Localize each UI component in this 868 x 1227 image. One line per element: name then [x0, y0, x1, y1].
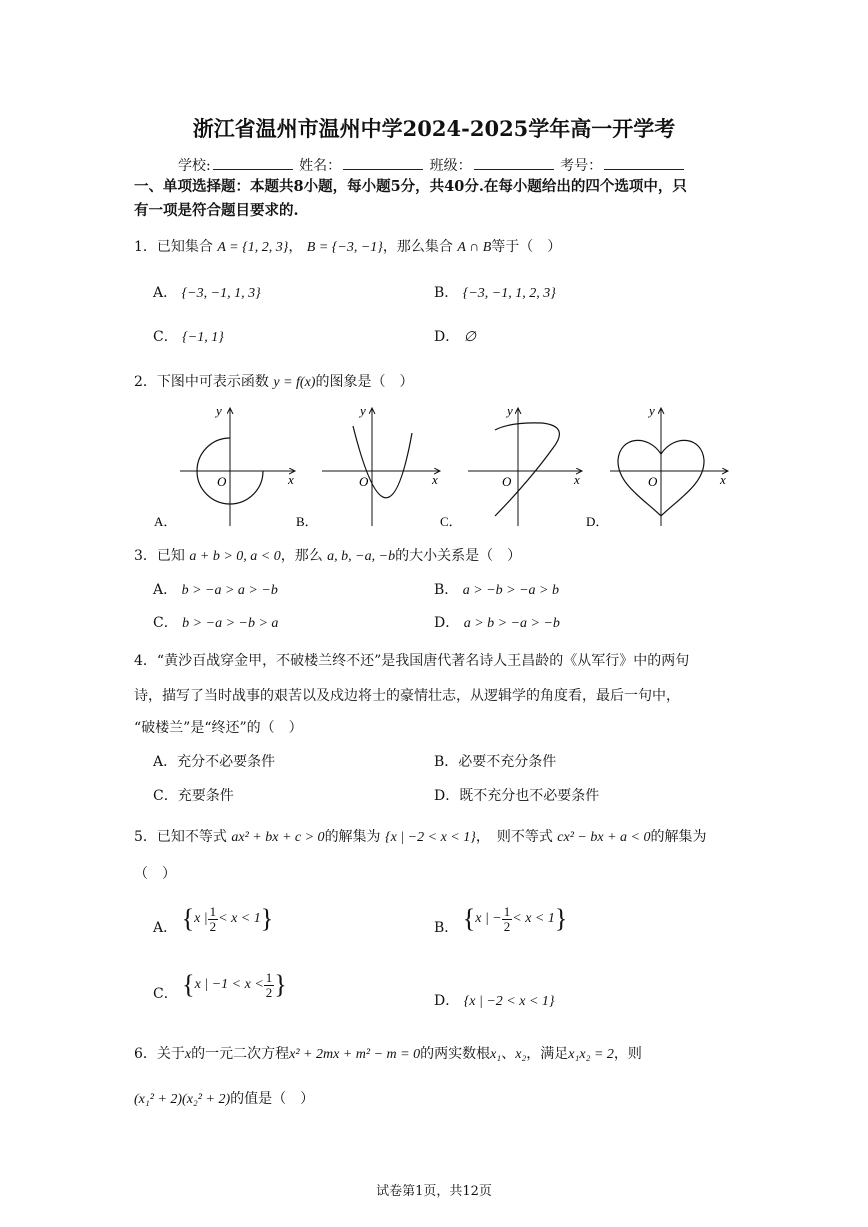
q1-option-a-value: {−3, −1, 1, 3}: [181, 286, 261, 301]
q1-option-d-label: D．: [434, 329, 460, 345]
q4-option-c[interactable]: [153, 785, 234, 805]
q3-option-c-value: b > −a > −b > a: [182, 616, 279, 631]
q5-text-c: ， 则不等式: [475, 829, 553, 845]
q5-ineq2: cx² − bx + a < 0: [557, 830, 651, 845]
q1-option-d-value: ∅: [463, 330, 476, 345]
name-label: 姓名：: [299, 158, 342, 174]
q1-option-c-label: C．: [153, 329, 178, 345]
q3-option-d-label: D．: [434, 615, 460, 631]
q4-option-b-value: 必要不充分条件: [458, 754, 557, 770]
q5-option-d-value: {x | −2 < x < 1}: [463, 994, 555, 1009]
q3-option-d-value: a > b > −a > −b: [463, 616, 560, 631]
q3-option-a-value: b > −a > a > −b: [181, 583, 278, 598]
q1-option-b[interactable]: [434, 282, 556, 302]
q4-option-a[interactable]: [153, 751, 275, 771]
q3-option-a-label: A．: [153, 582, 178, 598]
q2-number: 2．: [134, 374, 157, 390]
q5-line2: （ ）: [134, 866, 176, 882]
q5-option-a-right: < x < 1: [218, 911, 261, 927]
q5-option-c[interactable]: [153, 970, 287, 1003]
q5-option-d[interactable]: [434, 990, 555, 1010]
q5-option-b-den: 2: [503, 918, 511, 934]
q1-option-d[interactable]: [434, 326, 476, 346]
q3-text-a: 已知: [156, 548, 185, 564]
section-heading-line1: 一、单项选择题：本题共8小题，每小题5分，共40分.在每小题给出的四个选项中，只: [134, 178, 687, 195]
graph-d[interactable]: [586, 403, 728, 529]
q6-expr: (x₁² + 2)(x₂² + 2): [134, 1092, 231, 1107]
q5-number: 5．: [134, 829, 157, 845]
q5-option-b[interactable]: [434, 904, 567, 937]
q1-option-c[interactable]: [153, 326, 224, 346]
q1-option-a[interactable]: [153, 282, 261, 302]
q3-option-c-label: C．: [153, 615, 178, 631]
graph-a-y-label: y: [216, 403, 222, 418]
exam-no-blank: [604, 155, 684, 170]
q5-text-d: 的解集为: [650, 829, 707, 845]
q5-option-a-num: 1: [209, 903, 217, 919]
q6-text-e: ，则: [613, 1046, 642, 1062]
q5-option-b-label: B．: [434, 920, 459, 937]
q3-option-d[interactable]: [434, 612, 560, 632]
q5-option-b-fraction: [502, 905, 513, 934]
graph-a[interactable]: [154, 403, 295, 529]
graph-c[interactable]: [440, 403, 582, 529]
exam-title: 浙江省温州市温州中学2024-2025学年高一开学考: [192, 116, 676, 141]
q2-graphs: [150, 398, 750, 533]
q1-text-b: ，那么集合: [382, 239, 453, 255]
graph-c-x-label: x: [574, 472, 580, 487]
q5-option-d-label: D．: [434, 993, 460, 1009]
q5-option-c-label: C．: [153, 986, 178, 1003]
q3-vars: a, b, −a, −b: [327, 549, 396, 564]
class-blank: [474, 155, 554, 170]
q3-cond: a + b > 0, a < 0: [189, 549, 281, 564]
q2-text-a: 下图中可表示函数: [156, 374, 269, 390]
q3-option-b[interactable]: [434, 579, 559, 599]
student-info-line: [178, 155, 686, 175]
question-4-line-1: [134, 650, 689, 670]
q6-x1: x₁: [490, 1047, 502, 1062]
q4-number: 4．: [134, 653, 157, 669]
q4-line2: 诗，描写了当时战事的艰苦以及戍边将士的豪情壮志，从逻辑学的角度看，最后一句中，: [134, 688, 680, 704]
school-label: 学校:: [178, 158, 211, 174]
school-blank: [213, 155, 293, 170]
q3-option-b-label: B．: [434, 582, 459, 598]
q5-option-b-right: < x < 1: [512, 911, 555, 927]
q6-sep: 、: [501, 1046, 516, 1062]
q4-option-b-label: B．: [434, 754, 459, 770]
q1-number: 1．: [134, 239, 157, 255]
question-3: [134, 545, 521, 565]
question-1: [134, 236, 561, 256]
q6-x2: x₂: [515, 1047, 527, 1062]
graph-b-x-label: x: [432, 472, 438, 487]
q1-comma: ，: [288, 239, 303, 255]
q5-set1: {x | −2 < x < 1}: [385, 830, 476, 845]
graph-b-origin: O: [359, 474, 369, 489]
q1-text-a: 已知集合: [156, 239, 213, 255]
q3-option-b-value: a > −b > −a > b: [462, 583, 559, 598]
q5-option-a-den: 2: [209, 918, 217, 934]
q5-text-a: 已知不等式: [156, 829, 227, 845]
q2-expr: y = f(x): [273, 375, 316, 390]
class-label: 班级：: [429, 158, 472, 174]
graph-d-x-label: x: [720, 472, 726, 487]
q5-option-a-left: x |: [194, 911, 208, 927]
q5-option-c-expr: {x | −1 < x < $\frac{1}{2}$ }: [182, 969, 287, 1000]
graph-b-label: B．: [296, 514, 318, 529]
q6-cond: x₁x₂ = 2: [568, 1047, 614, 1062]
q5-option-a[interactable]: [153, 904, 273, 937]
question-6: [134, 1043, 642, 1063]
q6-text-a: 关于: [156, 1046, 185, 1062]
q4-line3: “破楼兰”是“终还”的（ ）: [134, 720, 303, 736]
q5-option-b-num: 1: [503, 903, 511, 919]
q4-option-c-value: 充要条件: [177, 788, 234, 804]
q1-option-b-value: {−3, −1, 1, 2, 3}: [462, 286, 556, 301]
q2-text-b: 的图象是（ ）: [315, 374, 414, 390]
q1-option-a-label: A．: [153, 285, 178, 301]
q6-text-f: 的值是（ ）: [230, 1091, 315, 1107]
name-blank: [343, 155, 423, 170]
q4-option-c-label: C．: [153, 788, 178, 804]
q4-option-d-value: 既不充分也不必要条件: [459, 788, 600, 804]
q6-text-c: 的两实数根: [420, 1046, 491, 1062]
graph-d-origin: O: [648, 474, 658, 489]
q1-set-b: B = {−3, −1}: [306, 240, 383, 255]
graph-c-origin: O: [502, 474, 512, 489]
q6-text-b: 的一元二次方程: [191, 1046, 290, 1062]
q1-set-a: A = {1, 2, 3}: [217, 240, 289, 255]
q4-option-d[interactable]: [434, 785, 599, 805]
q3-option-a[interactable]: [153, 579, 278, 599]
q5-ineq1: ax² + bx + c > 0: [231, 830, 325, 845]
q5-option-b-left: x | −: [475, 911, 502, 927]
q1-expr: A ∩ B: [457, 240, 492, 255]
q1-option-b-label: B．: [434, 285, 459, 301]
q6-number: 6．: [134, 1046, 157, 1062]
q5-option-a-fraction: [208, 905, 219, 934]
q5-text-b: 的解集为: [324, 829, 381, 845]
q4-option-d-label: D．: [434, 788, 460, 804]
q5-option-a-label: A．: [153, 920, 178, 937]
q5-option-c-fraction: [264, 971, 275, 1000]
question-6-line-2: [134, 1088, 314, 1108]
q5-option-c-num: 1: [265, 969, 273, 985]
graph-a-origin: O: [217, 474, 227, 489]
q4-option-a-label: A．: [153, 754, 178, 770]
graph-a-label: A．: [154, 514, 177, 529]
q4-option-b[interactable]: [434, 751, 556, 771]
q4-option-a-value: 充分不必要条件: [177, 754, 276, 770]
graph-b-y-label: y: [360, 403, 366, 418]
graph-a-x-label: x: [288, 472, 294, 487]
section-heading-line2: 有一项是符合题目要求的.: [134, 202, 299, 219]
q6-equation: x² + 2mx + m² − m = 0: [289, 1047, 421, 1062]
q3-number: 3．: [134, 548, 157, 564]
graph-b[interactable]: [296, 403, 440, 529]
q3-text-b: ，那么: [280, 548, 323, 564]
q5-option-c-left: x | −1 < x <: [194, 977, 264, 993]
graph-d-y-label: y: [649, 403, 655, 418]
q6-text-d: ，满足: [526, 1046, 569, 1062]
q5-option-a-expr: {x | $\frac{1}{2}$ < x < 1}: [181, 903, 274, 934]
graph-c-label: C．: [440, 514, 462, 529]
question-5: [134, 826, 706, 846]
graph-d-label: D．: [586, 514, 609, 529]
section-heading: [134, 175, 734, 223]
question-2: [134, 371, 413, 391]
exam-no-label: 考号：: [560, 158, 603, 174]
q1-option-c-value: {−1, 1}: [182, 330, 224, 345]
q5-option-b-expr: {x | − $\frac{1}{2}$ < x < 1}: [462, 903, 568, 934]
q1-text-c: 等于（ ）: [491, 239, 562, 255]
graph-c-y-label: y: [507, 403, 513, 418]
q5-option-c-den: 2: [265, 984, 273, 1000]
q3-text-c: 的大小关系是（ ）: [395, 548, 522, 564]
page-footer: 试卷第1页，共12页: [376, 1184, 492, 1199]
q3-option-c[interactable]: [153, 612, 278, 632]
q6-var-x: x: [184, 1047, 192, 1062]
q4-line1: “黄沙百战穿金甲，不破楼兰终不还”是我国唐代著名诗人王昌龄的《从军行》中的两句: [156, 653, 690, 669]
